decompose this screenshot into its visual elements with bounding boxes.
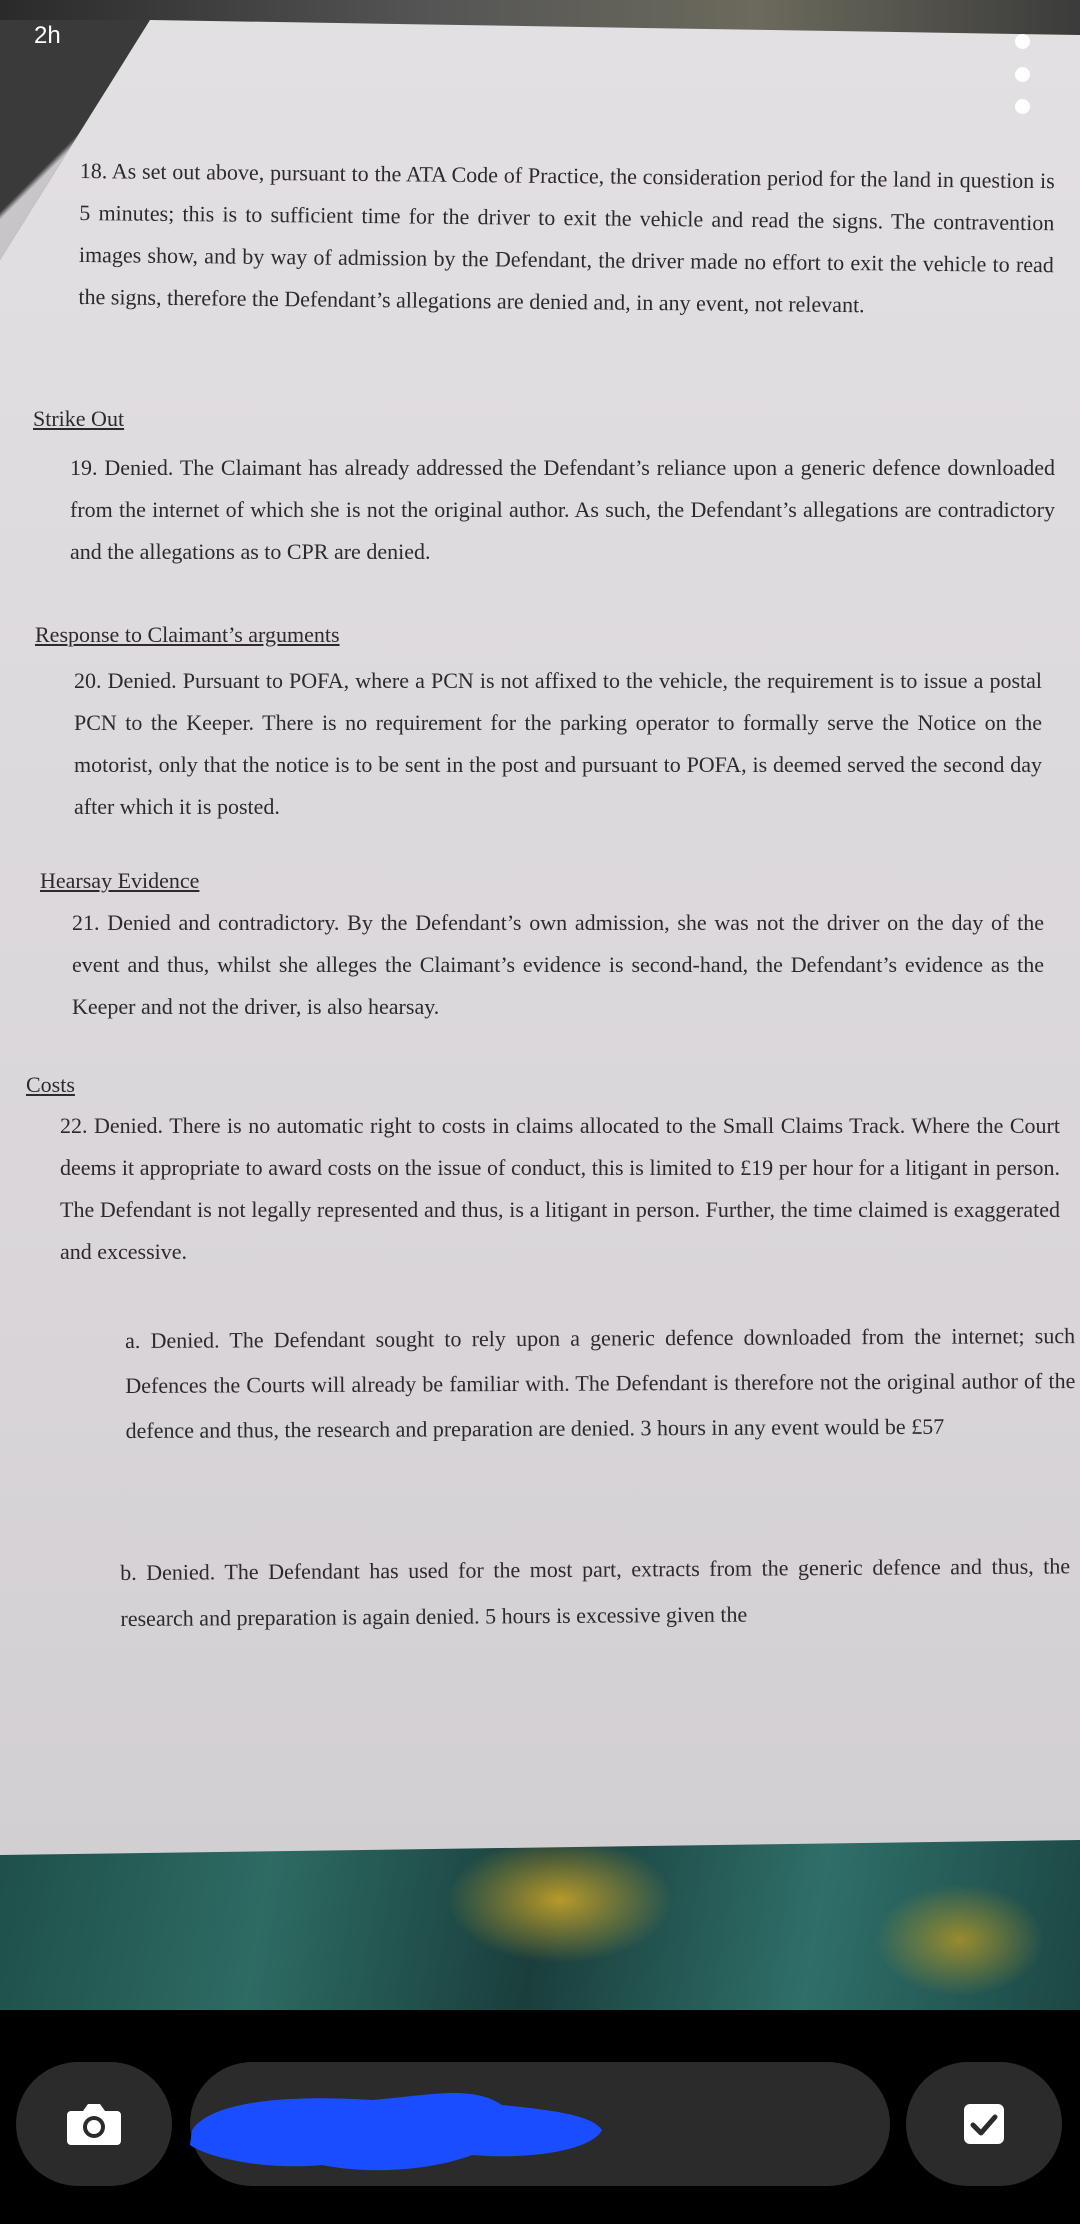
paragraph-19: 19. Denied. The Claimant has already addressed the Defendant’s reliance upon a generic defence downloaded from the internet of which she is not the original author. As such, the Defendant’s allegations are contradictory and the allegations as to CPR are denied. [70, 455, 1055, 564]
camera-icon [65, 2101, 123, 2147]
camera-button[interactable] [16, 2062, 172, 2186]
redacted-scribble [172, 2070, 612, 2180]
checkbox-send-icon [962, 2102, 1006, 2146]
paragraph-18: 18. As set out above, pursuant to the ATA Code of Practice, the consideration period for the land in question is 5 minutes; this is to sufficient time for the driver to exit the vehicle and read the signs. The contravention images show, and by way of admission by the Defendant, the driver made no effort to exit the vehicle to read the signs, therefore the Defendant’s allegations are denied and, in any event, not relevant. [78, 157, 1055, 318]
more-options-button[interactable] [1000, 34, 1044, 114]
more-vertical-icon [1015, 34, 1030, 49]
paragraph-21: 21. Denied and contradictory. By the Defendant’s own admission, she was not the driver on the day of the event and thus, whilst she alleges the Claimant’s evidence is second-hand, the Defendant’s evidence as the Keeper and not the driver, is also hearsay. [72, 910, 1044, 1019]
heading-costs: Costs [26, 1072, 75, 1097]
more-dot [1015, 67, 1030, 82]
paragraph-22b: b. Denied. The Defendant has used for the most part, extracts from the generic defence and thus, the research and preparation is again denied. 5 hours is excessive given the [120, 1553, 1071, 1631]
paragraph-22a: a. Denied. The Defendant sought to rely upon a generic defence downloaded from the internet; such Defences the Courts will already be familiar with. The Defendant is therefore not the original author of the defence and thus, the research and preparation are denied. 3 hours in any event would be £57 [125, 1323, 1076, 1443]
elapsed-time: 2h [34, 22, 61, 49]
paragraph-20: 20. Denied. Pursuant to POFA, where a PCN is not affixed to the vehicle, the requirement is to issue a postal PCN to the Keeper. There is no requirement for the parking operator to formally serve the Notice on the motorist, only that the notice is to be sent in the post and pursuant to POFA, is deemed served the second day after which it is posted. [74, 668, 1042, 819]
heading-strike-out: Strike Out [33, 406, 125, 431]
heading-hearsay: Hearsay Evidence [40, 868, 200, 893]
more-dot [1015, 99, 1030, 114]
heading-response: Response to Claimant’s arguments [35, 622, 340, 647]
send-button[interactable] [906, 2062, 1062, 2186]
paragraph-22: 22. Denied. There is no automatic right to costs in claims allocated to the Small Claims Track. Where the Court deems it appropriate to award costs on the issue of conduct, this is limited to £19 per hour for a litigant in person. The Defendant is not legally represented and thus, is a litigant in person. Further, the time claimed is exaggerated and excessive. [60, 1113, 1060, 1264]
